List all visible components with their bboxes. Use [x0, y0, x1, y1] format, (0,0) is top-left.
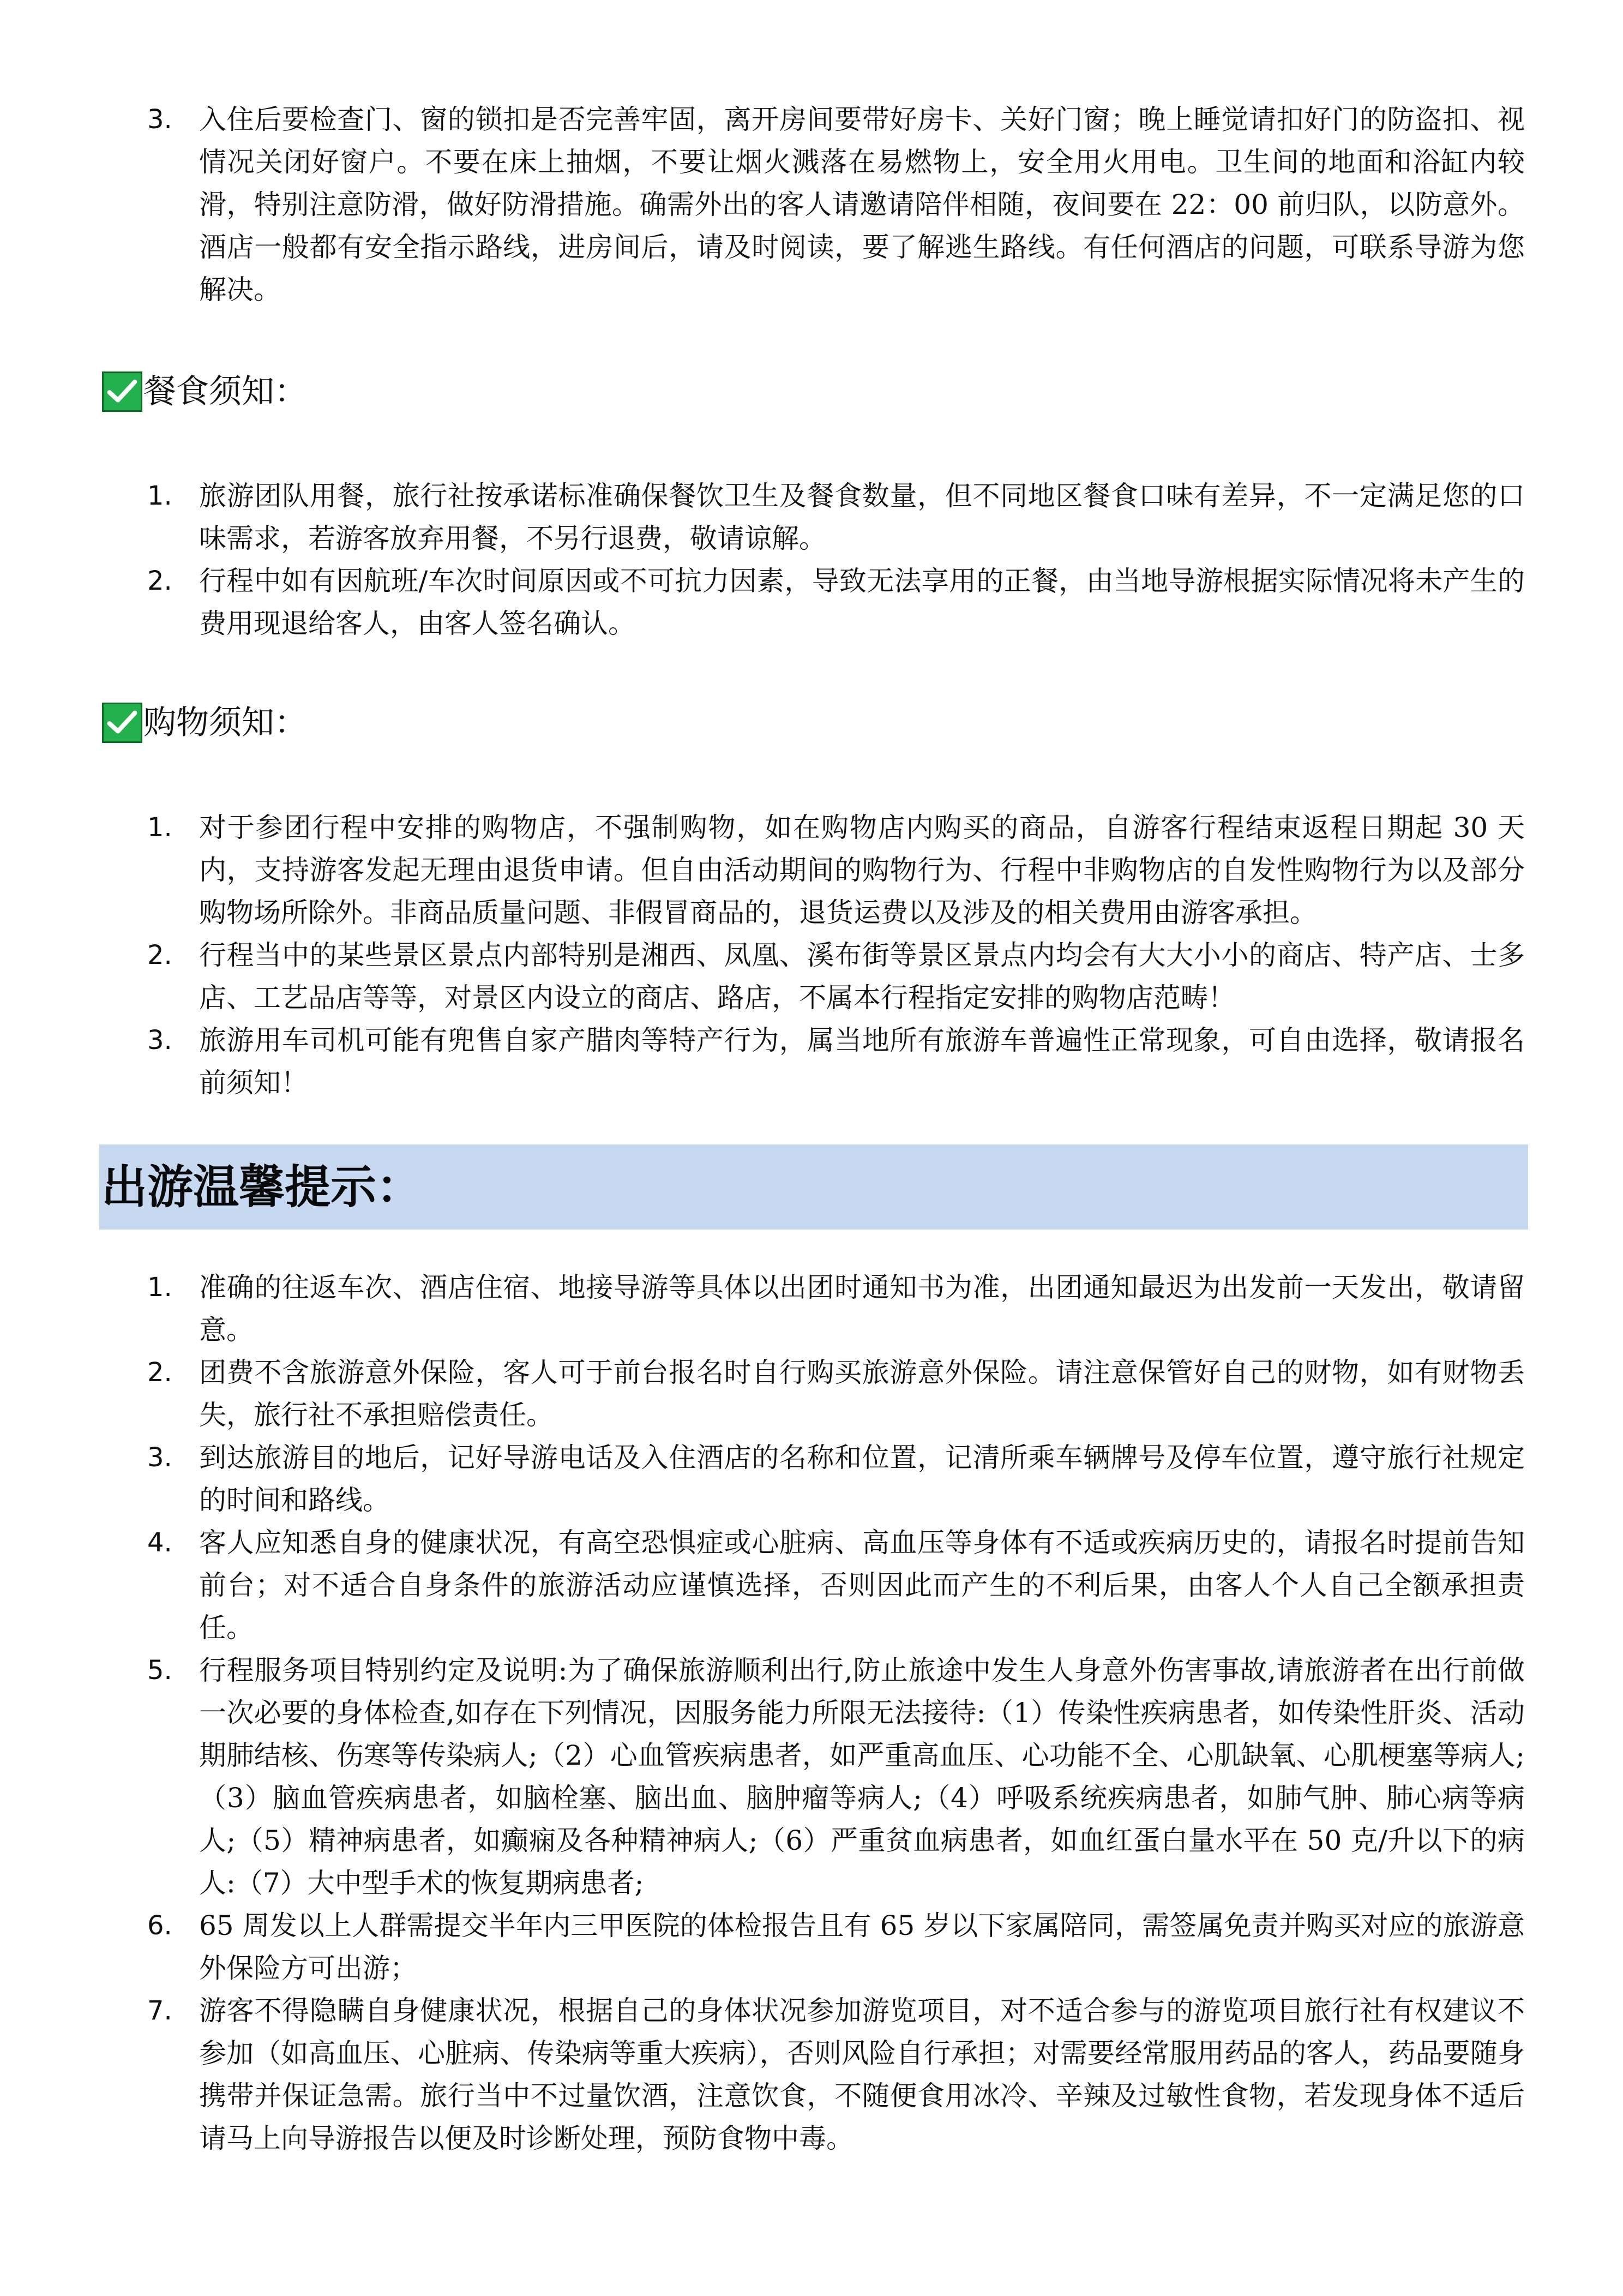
list-number: 5. — [147, 1655, 172, 1686]
list-number: 6. — [147, 1910, 172, 1941]
travel-tips-banner — [99, 1144, 1528, 1230]
list-text: 对于参团行程中安排的购物店，不强制购物，如在购物店内购买的商品，自游客行程结束返程日期起 30 天内，支持游客发起无理由退货申请。但自由活动期间的购物行为、行程中非购物店的自发性购物行为以及部分购物场所除外。非商品质量问题、非假冒商品的，退货运费以及涉及的相关费用由游客承担。 — [199, 812, 1525, 928]
list-item — [0, 1266, 1623, 1351]
list-item — [0, 1649, 1623, 1904]
list-number: 1. — [147, 812, 172, 843]
list-number: 3. — [147, 104, 172, 135]
list-number: 2. — [147, 940, 172, 970]
list-item — [0, 934, 1623, 1019]
list-item — [0, 1989, 1623, 2160]
list-text: 65 周发以上人群需提交半年内三甲医院的体检报告且有 65 岁以下家属陪同，需签属免责并购买对应的旅游意外保险方可出游； — [199, 1910, 1525, 1984]
shopping-heading-text: 购物须知： — [143, 704, 307, 742]
list-text: 旅游团队用餐，旅行社按承诺标准确保餐饮卫生及餐食数量，但不同地区餐食口味有差异，不一定满足您的口味需求，若游客放弃用餐，不另行退费，敬请谅解。 — [199, 480, 1525, 554]
list-number: 7. — [147, 1995, 172, 2026]
shopping-notes-list — [0, 806, 1623, 1104]
list-text: 行程中如有因航班/车次时间原因或不可抗力因素，导致无法享用的正餐，由当地导游根据实际情况将未产生的费用现退给客人，由客人签名确认。 — [199, 565, 1525, 639]
list-text: 入住后要检查门、窗的锁扣是否完善牢固，离开房间要带好房卡、关好门窗；晚上睡觉请扣好门的防盗扣、视情况关闭好窗户。不要在床上抽烟，不要让烟火溅落在易燃物上，安全用火用电。卫生间的地面和浴缸内较滑，特别注意防滑，做好防滑措施。确需外出的客人请邀请陪伴相随，夜间要在 22：00 前归队，以防意外。酒店一般都有安全指示路线，进房间后，请及时阅读，要了解逃生路线。有任何酒店的问题，可联系导游为您解决。 — [199, 104, 1525, 305]
list-number: 2. — [147, 566, 172, 596]
check-mark-icon — [102, 703, 142, 743]
list-number: 1. — [147, 1272, 172, 1303]
list-item — [0, 1019, 1623, 1104]
list-text: 旅游用车司机可能有兜售自家产腊肉等特产行为，属当地所有旅游车普遍性正常现象，可自由选择，敬请报名前须知！ — [199, 1024, 1525, 1099]
list-item — [0, 98, 1623, 311]
list-number: 3. — [147, 1442, 172, 1473]
list-item — [0, 1351, 1623, 1436]
list-text: 行程当中的某些景区景点内部特别是湘西、凤凰、溪布街等景区景点内均会有大大小小的商店、特产店、士多店、工艺品店等等，对景区内设立的商店、路店，不属本行程指定安排的购物店范畴！ — [199, 939, 1525, 1014]
list-text: 团费不含旅游意外保险，客人可于前台报名时自行购买旅游意外保险。请注意保管好自己的财物，如有财物丢失，旅行社不承担赔偿责任。 — [199, 1357, 1525, 1431]
list-item — [0, 1521, 1623, 1649]
dining-heading-text: 餐食须知： — [143, 373, 307, 411]
list-item — [0, 1904, 1623, 1989]
check-mark-icon — [102, 371, 142, 412]
travel-tips-title: 出游温馨提示： — [101, 1160, 423, 1214]
dining-heading — [102, 370, 307, 413]
hotel-notes-section — [0, 98, 1623, 311]
dining-notes-section — [0, 475, 1623, 645]
list-text: 行程服务项目特别约定及说明:为了确保旅游顺利出行,防止旅途中发生人身意外伤害事故,请旅游者在出行前做一次必要的身体检查,如存在下列情况，因服务能力所限无法接待:（1）传染性疾病患者，如传染性肝炎、活动期肺结核、伤寒等传染病人;（2）心血管疾病患者，如严重高血压、心功能不全、心肌缺氧、心肌梗塞等病人;（3）脑血管疾病患者，如脑栓塞、脑出血、脑肿瘤等病人;（4）呼吸系统疾病患者，如肺气肿、肺心病等病人;（5）精神病患者，如癫痫及各种精神病人;（6）严重贫血病患者，如血红蛋白量水平在 50 克/升以下的病人:（7）大中型手术的恢复期病患者; — [199, 1654, 1525, 1899]
list-text: 到达旅游目的地后，记好导游电话及入住酒店的名称和位置，记清所乘车辆牌号及停车位置，遵守旅行社规定的时间和路线。 — [199, 1442, 1525, 1516]
hotel-notes-list — [0, 98, 1623, 311]
list-item — [0, 806, 1623, 934]
list-number: 4. — [147, 1527, 172, 1558]
shopping-notes-section — [0, 806, 1623, 1104]
list-text: 准确的往返车次、酒店住宿、地接导游等具体以出团时通知书为准，出团通知最迟为出发前一天发出，敬请留意。 — [199, 1272, 1525, 1346]
list-number: 2. — [147, 1357, 172, 1388]
list-number: 1. — [147, 481, 172, 511]
list-item — [0, 560, 1623, 645]
list-text: 客人应知悉自身的健康状况，有高空恐惧症或心脏病、高血压等身体有不适或疾病历史的，请报名时提前告知前台；对不适合自身条件的旅游活动应谨慎选择，否则因此而产生的不利后果，由客人个人自己全额承担责任。 — [199, 1527, 1525, 1644]
list-text: 游客不得隐瞒自身健康状况，根据自己的身体状况参加游览项目，对不适合参与的游览项目旅行社有权建议不参加（如高血压、心脏病、传染病等重大疾病），否则风险自行承担；对需要经常服用药品的客人，药品要随身携带并保证急需。旅行当中不过量饮酒，注意饮食，不随便食用冰冷、辛辣及过敏性食物，若发现身体不适后请马上向导游报告以便及时诊断处理，预防食物中毒。 — [199, 1995, 1525, 2154]
travel-tips-section — [0, 1266, 1623, 2160]
list-number: 3. — [147, 1025, 172, 1056]
list-item — [0, 1436, 1623, 1521]
dining-notes-list — [0, 475, 1623, 645]
travel-tips-list — [0, 1266, 1623, 2160]
shopping-heading — [102, 701, 307, 745]
list-item — [0, 475, 1623, 560]
